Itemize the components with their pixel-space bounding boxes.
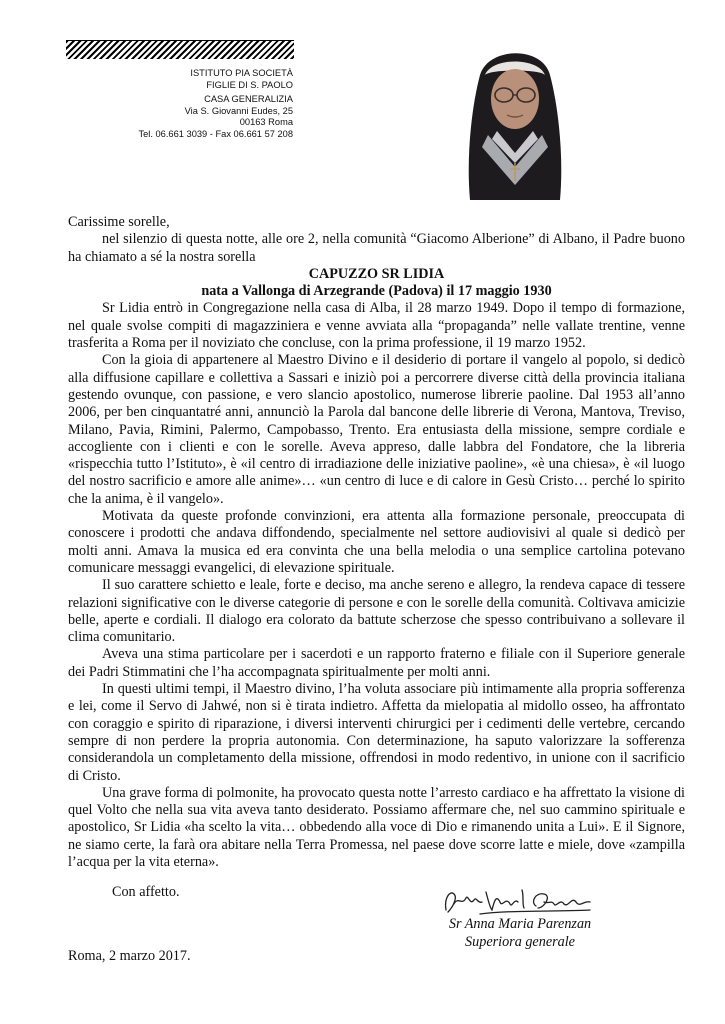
org-line2: FIGLIE DI S. PAOLO: [206, 79, 293, 90]
org-line1: ISTITUTO PIA SOCIETÀ: [190, 68, 293, 78]
letterhead-info: [110, 68, 293, 140]
paragraph-7: Una grave forma di polmonite, ha provocato questa notte l’arresto cardiaco e ha affrettato la visione di quel Volto che nella sua vita aveva tanto desiderato. Possiamo affermare che, nel suo cammino spirituale e apostolico, Sr Lidia «ha scelto la vita… obbedendo alla voce di Dio e rimanendo unita a Lui». E il Signore, ne siamo certe, la farà ora abitare nella Terra Promessa, nel paese dove scorre latte e miele, dove «zampilla l’acqua per la vita eterna».: [68, 784, 685, 870]
paragraph-4: Il suo carattere schietto e leale, forte e deciso, ma anche sereno e allegro, la rendeva capace di tessere relazioni significative con le diverse categorie di persone e con le sorelle della comunità. Coltivava amicizie belle, aperte e cordiali. Il dialogo era colorato da battute scherzose che spesso contribuivano a sollevare il clima comunitario.: [68, 577, 685, 646]
letterhead-stripe: [66, 40, 294, 59]
signer-role: Superiora generale: [465, 933, 575, 950]
phone-line: Tel. 06.661 3039 - Fax 06.661 57 208: [138, 128, 293, 139]
org-line3: CASA GENERALIZIA: [204, 94, 293, 104]
birth-line: nata a Vallonga di Arzegrande (Padova) il 17 maggio 1930: [201, 283, 552, 300]
paragraph-1: Sr Lidia entrò in Congregazione nella casa di Alba, il 28 marzo 1949. Dopo il tempo di formazione, nel quale svolse compiti di magazziniera e venne avviata alla “propaganda” nelle vallate trentine, venne trasferita a Roma per il noviziato che concluse, con la prima professione, il 19 marzo 1952.: [68, 300, 685, 352]
portrait-photo: [452, 35, 577, 200]
nun-portrait-icon: [452, 35, 577, 200]
signer-block: [430, 916, 610, 951]
paragraph-2: Con la gioia di appartenere al Maestro Divino e il desiderio di portare il vangelo al popolo, si dedicò alla diffusione capillare e collettiva a Sassari e iniziò poi a percorrere diverse città della provincia italiana gestendo ovunque, con passione, e vero slancio apostolico, numerose librerie paoline. Dal 1953 all’anno 2006, per ben cinquantatré anni, annunciò la Parola dal bancone delle librerie di Verona, Mantova, Treviso, Milano, Pavia, Rimini, Palermo, Campobasso, Trento. Era entusiasta della missione, sempre cordiale e accogliente con i clienti e con le sorelle. Aveva appreso, dalle labbra del Fondatore, che la libreria «rispecchia tutto l’Istituto», è «il centro di irradiazione delle iniziative paoline», «è una chiesa», è «il luogo del nostro sacrificio e amore alle anime»… «un centro di luce e di calore in Gesù Cristo… perché lo spirito che la anima, è il vangelo».: [68, 352, 685, 507]
letter-date: Roma, 2 marzo 2017.: [68, 948, 191, 964]
address-line2: 00163 Roma: [239, 117, 293, 127]
closing: Con affetto.: [112, 884, 180, 900]
salutation: Carissime sorelle,: [68, 214, 170, 230]
intro-paragraph: nel silenzio di questa notte, alle ore 2, nella comunità “Giacomo Alberione” di Albano, il Padre buono ha chiamato a sé la nostra sorella: [68, 231, 685, 265]
signer-name: Sr Anna Maria Parenzan: [448, 916, 592, 932]
paragraph-5: Aveva una stima particolare per i sacerdoti e un rapporto fraterno e filiale con il Superiore generale dei Padri Stimmatini che l’ha accompagnata spiritualmente per molti anni.: [68, 646, 685, 680]
signature-image: [440, 884, 600, 918]
address-line1: Via S. Giovanni Eudes, 25: [184, 105, 293, 116]
paragraph-3: Motivata da queste profonde convinzioni, era attenta alla formazione personale, preoccupata di conoscere i prodotti che andava diffondendo, specialmente nel settore audiovisivi al quale si dedicò per molti anni. Amava la musica ed era convinta che una bella melodia o una semplice cartolina potevano comunicare messaggi evangelici, di elevazione spirituale.: [68, 508, 685, 576]
paragraph-6: In questi ultimi tempi, il Maestro divino, l’ha voluta associare più intimamente alla propria sofferenza e lei, come il Servo di Jahwé, non si è tirata indietro. Affetta da mielopatia al midollo osseo, ha affrontato con coraggio e spirito di riparazione, i diversi interventi chirurgici per i cedimenti delle vertebre, cercando sempre di non perdere la propria autonomia. Con determinazione, ha saputo valorizzare la sofferenza considerandola un completamento della missione, offrendosi in modo redentivo, in unione con il sacrificio di Cristo.: [68, 681, 685, 784]
deceased-name: CAPUZZO SR LIDIA: [308, 265, 445, 282]
handwritten-signature-icon: [440, 884, 600, 918]
letter-body: [68, 214, 685, 871]
